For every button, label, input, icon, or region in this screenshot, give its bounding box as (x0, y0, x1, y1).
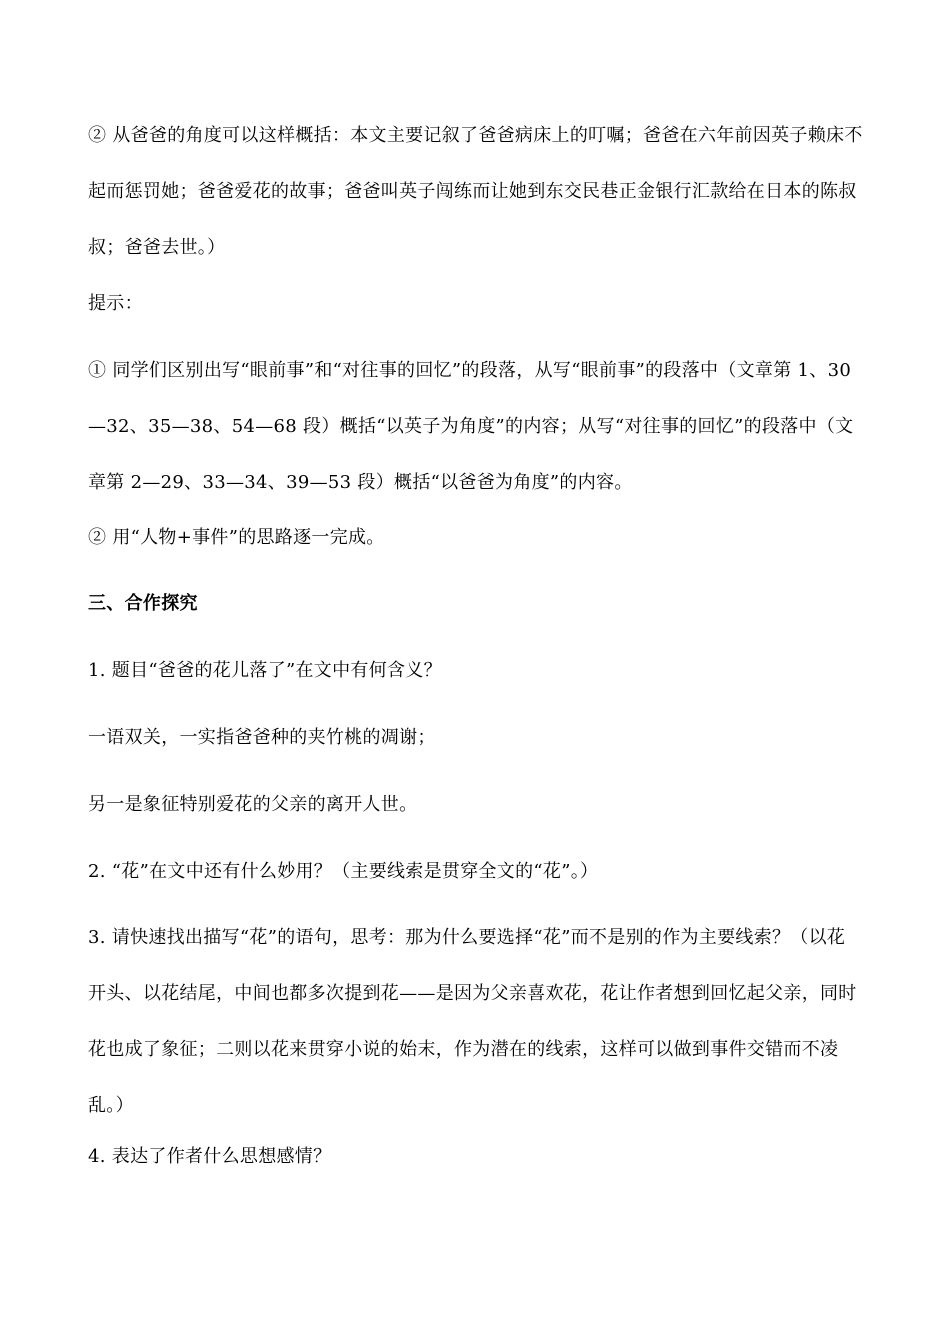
answer-1-line-2: 另一是象征特别爱花的父亲的离开人世。 (88, 794, 418, 815)
section-heading: 三、合作探究 (88, 593, 198, 614)
question-3: 3. 请快速找出描写“花”的语句，思考：那为什么要选择“花”而不是别的作为主要线索？（以花开头、以花结尾，中间也都多次提到花——是因为父亲喜欢花，花让作者想到回忆起父亲，同时花也成了象征；二则以花来贯穿小说的始末，作为潜在的线索，这样可以做到事件交错而不凌乱。） (88, 927, 857, 1116)
hint-item-2: ② 用“人物+事件”的思路逐一完成。 (88, 527, 385, 548)
hint-item-1: ① 同学们区别出写“眼前事”和“对往事的回忆”的段落，从写“眼前事”的段落中（文章第 1、30—32、35—38、54—68 段）概括“以英子为角度”的内容；从写“对往事的回忆”的段落中（文章第 2—29、33—34、39—53 段）概括“以爸爸为角度”的内容。 (88, 360, 854, 493)
hint-label: 提示： (88, 293, 143, 314)
question-1: 1. 题目“爸爸的花儿落了”在文中有何含义？ (88, 660, 442, 681)
question-4: 4. 表达了作者什么思想感情？ (88, 1146, 332, 1167)
answer-1-line-1: 一语双关，一实指爸爸种的夹竹桃的凋谢； (88, 727, 436, 748)
paragraph-father-perspective: ② 从爸爸的角度可以这样概括：本文主要记叙了爸爸病床上的叮嘱；爸爸在六年前因英子赖床不起而惩罚她；爸爸爱花的故事；爸爸叫英子闯练而让她到东交民巷正金银行汇款给在日本的陈叔叔；爸爸去世。） (88, 125, 863, 258)
question-2: 2. “花”在文中还有什么妙用？（主要线索是贯穿全文的“花”。） (88, 861, 599, 882)
